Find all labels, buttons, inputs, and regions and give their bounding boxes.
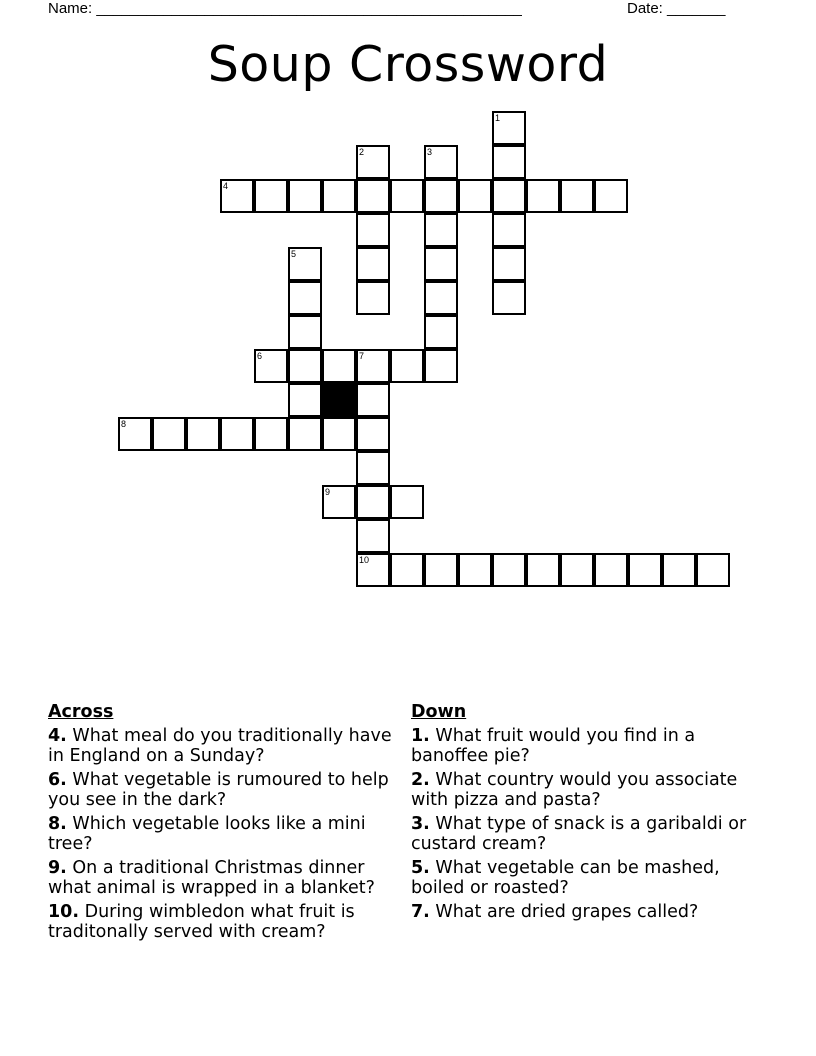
down-heading: Down <box>411 702 467 722</box>
clue-number: 9 <box>325 487 331 497</box>
grid-cell[interactable] <box>492 247 526 281</box>
grid-cell[interactable] <box>322 349 356 383</box>
grid-cell[interactable] <box>594 179 628 213</box>
grid-cell[interactable] <box>526 553 560 587</box>
grid-cell[interactable] <box>458 179 492 213</box>
clue-number: 1 <box>495 113 501 123</box>
grid-cell[interactable] <box>356 213 390 247</box>
grid-cell[interactable] <box>186 417 220 451</box>
grid-cell[interactable] <box>424 281 458 315</box>
grid-cell[interactable] <box>288 179 322 213</box>
page-title: Soup Crossword <box>207 36 609 93</box>
grid-cell[interactable] <box>356 519 390 553</box>
across-heading: Across <box>48 702 114 722</box>
grid-black-cell <box>322 383 356 417</box>
across-clue-9: 9. On a traditional Christmas dinner what animal is wrapped in a blanket? <box>48 858 375 898</box>
grid-cell[interactable] <box>390 553 424 587</box>
grid-cell[interactable] <box>560 553 594 587</box>
grid-cell[interactable] <box>254 417 288 451</box>
down-clue-7: 7. What are dried grapes called? <box>411 902 699 922</box>
clue-number: 6 <box>257 351 263 361</box>
down-clue-5: 5. What vegetable can be mashed, boiled or roasted? <box>411 858 720 898</box>
grid-cell[interactable] <box>288 315 322 349</box>
across-clue-4: 4. What meal do you traditionally have in England on a Sunday? <box>48 726 392 766</box>
down-clue-1: 1. What fruit would you find in a banoffee pie? <box>411 726 696 766</box>
across-clue-8: 8. Which vegetable looks like a mini tree? <box>48 814 366 854</box>
down-clue-2: 2. What country would you associate with pizza and pasta? <box>411 770 738 810</box>
down-clue-3: 3. What type of snack is a garibaldi or custard cream? <box>411 814 747 854</box>
grid-cell[interactable] <box>356 179 390 213</box>
grid-cell[interactable] <box>696 553 730 587</box>
clue-number: 8 <box>121 419 127 429</box>
grid-cell[interactable] <box>424 213 458 247</box>
grid-cell[interactable] <box>288 281 322 315</box>
grid-cell[interactable] <box>560 179 594 213</box>
grid-cell[interactable] <box>356 281 390 315</box>
grid-cell[interactable] <box>356 383 390 417</box>
grid-cell[interactable] <box>288 383 322 417</box>
grid-cell[interactable] <box>424 553 458 587</box>
across-clue-6: 6. What vegetable is rumoured to help you see in the dark? <box>48 770 389 810</box>
clue-number: 5 <box>291 249 297 259</box>
grid-cell[interactable] <box>322 417 356 451</box>
grid-cell[interactable] <box>628 553 662 587</box>
grid-cell[interactable] <box>492 179 526 213</box>
grid-cell[interactable] <box>424 179 458 213</box>
grid-cell[interactable] <box>152 417 186 451</box>
grid-cell[interactable] <box>356 485 390 519</box>
grid-cell[interactable] <box>288 349 322 383</box>
grid-cell[interactable] <box>288 417 322 451</box>
grid-cell[interactable] <box>492 213 526 247</box>
clue-number: 2 <box>359 147 365 157</box>
grid-cell[interactable] <box>458 553 492 587</box>
grid-cell[interactable] <box>424 315 458 349</box>
grid-cell[interactable] <box>492 281 526 315</box>
grid-cell[interactable] <box>356 451 390 485</box>
date-field-label: Date: _______ <box>627 0 726 17</box>
clue-number: 4 <box>223 181 229 191</box>
grid-cell[interactable] <box>424 247 458 281</box>
grid-cell[interactable] <box>424 349 458 383</box>
grid-cell[interactable] <box>662 553 696 587</box>
grid-cell[interactable] <box>526 179 560 213</box>
grid-cell[interactable] <box>390 485 424 519</box>
grid-cell[interactable] <box>254 179 288 213</box>
grid-cell[interactable] <box>356 417 390 451</box>
across-clues <box>48 702 398 946</box>
grid-cell[interactable] <box>322 179 356 213</box>
across-clue-10: 10. During wimbledon what fruit is traditonally served with cream? <box>48 902 355 942</box>
grid-cell[interactable] <box>492 553 526 587</box>
grid-cell[interactable] <box>356 247 390 281</box>
down-clues <box>411 702 761 926</box>
clue-number: 3 <box>427 147 433 157</box>
grid-cell[interactable] <box>220 417 254 451</box>
clue-number: 10 <box>359 555 370 565</box>
clue-number: 7 <box>359 351 365 361</box>
grid-cell[interactable] <box>492 145 526 179</box>
grid-cell[interactable] <box>390 349 424 383</box>
name-field-label: Name: ___________________________________________________ <box>48 0 522 17</box>
grid-cell[interactable] <box>594 553 628 587</box>
grid-cell[interactable] <box>390 179 424 213</box>
